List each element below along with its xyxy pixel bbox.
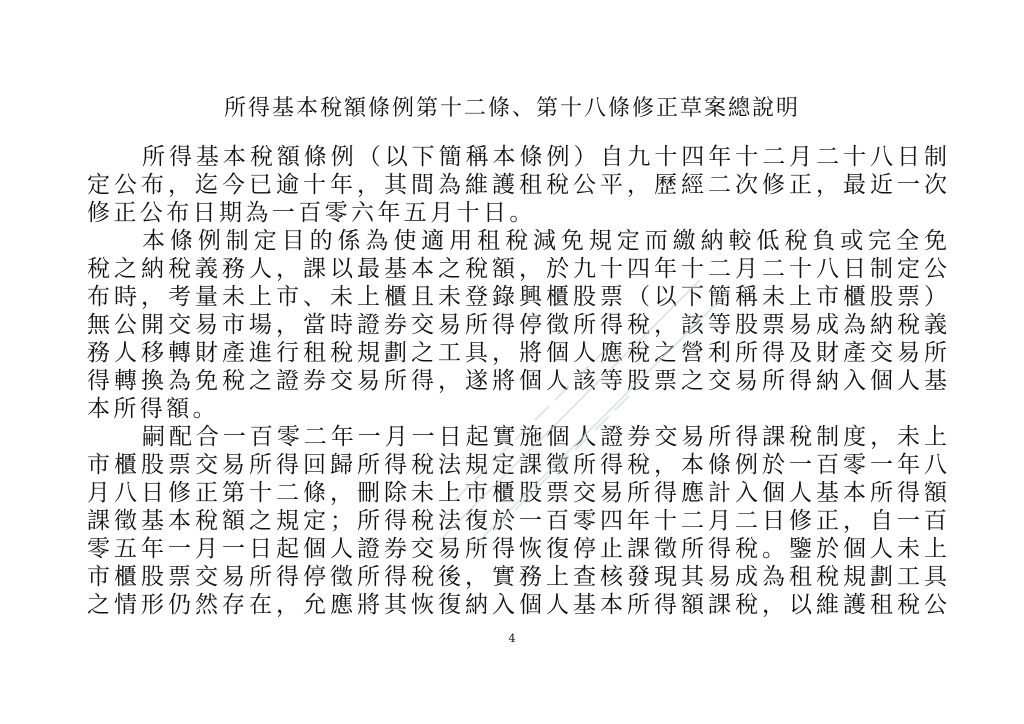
- paragraph-2-line-6: 得轉換為免稅之證券交易所得，遂將個人該等股票之交易所得納入個人基: [87, 368, 947, 394]
- paragraph-3-line-1: 嗣配合一百零二年一月一日起實施個人證券交易所得課稅制度，未上: [142, 424, 947, 450]
- paragraph-3-line-2: 市櫃股票交易所得回歸所得稅法規定課徵所得稅，本條例於一百零一年八: [87, 452, 947, 478]
- paragraph-3-line-6: 市櫃股票交易所得停徵所得稅後，實務上查核發現其易成為租稅規劃工具: [87, 564, 947, 590]
- paragraph-2-line-3: 布時，考量未上市、未上櫃且未登錄興櫃股票（以下簡稱未上市櫃股票）: [87, 284, 947, 310]
- paragraph-1-line-3: 修正公布日期為一百零六年五月十日。: [87, 200, 536, 226]
- paragraph-3-line-5: 零五年一月一日起個人證券交易所得恢復停止課徵所得稅。鑒於個人未上: [87, 536, 947, 562]
- page-number: 4: [508, 632, 516, 645]
- paragraph-2-line-5: 務人移轉財產進行租稅規劃之工具，將個人應稅之營利所得及財產交易所: [87, 340, 947, 366]
- document-title: 所得基本稅額條例第十二條、第十八條修正草案總說明: [223, 96, 800, 121]
- paragraph-2-line-2: 稅之納稅義務人，課以最基本之稅額，於九十四年十二月二十八日制定公: [87, 256, 947, 282]
- paragraph-2-line-4: 無公開交易市場，當時證券交易所得停徵所得稅，該等股票易成為納稅義: [87, 312, 947, 338]
- paragraph-3-line-3: 月八日修正第十二條，刪除未上市櫃股票交易所得應計入個人基本所得額: [87, 480, 947, 506]
- paragraph-2-line-1: 本條例制定目的係為使適用租稅減免規定而繳納較低稅負或完全免: [142, 228, 947, 254]
- paragraph-1-line-1: 所得基本稅額條例（以下簡稱本條例）自九十四年十二月二十八日制: [142, 144, 947, 170]
- paragraph-3-line-4: 課徵基本稅額之規定；所得稅法復於一百零四年十二月二日修正，自一百: [87, 508, 947, 534]
- paragraph-3-line-7: 之情形仍然存在，允應將其恢復納入個人基本所得額課稅，以維護租稅公: [87, 592, 947, 618]
- paragraph-2-line-7: 本所得額。: [87, 396, 219, 422]
- paragraph-1-line-2: 定公布，迄今已逾十年，其間為維護租稅公平，歷經二次修正，最近一次: [87, 172, 947, 198]
